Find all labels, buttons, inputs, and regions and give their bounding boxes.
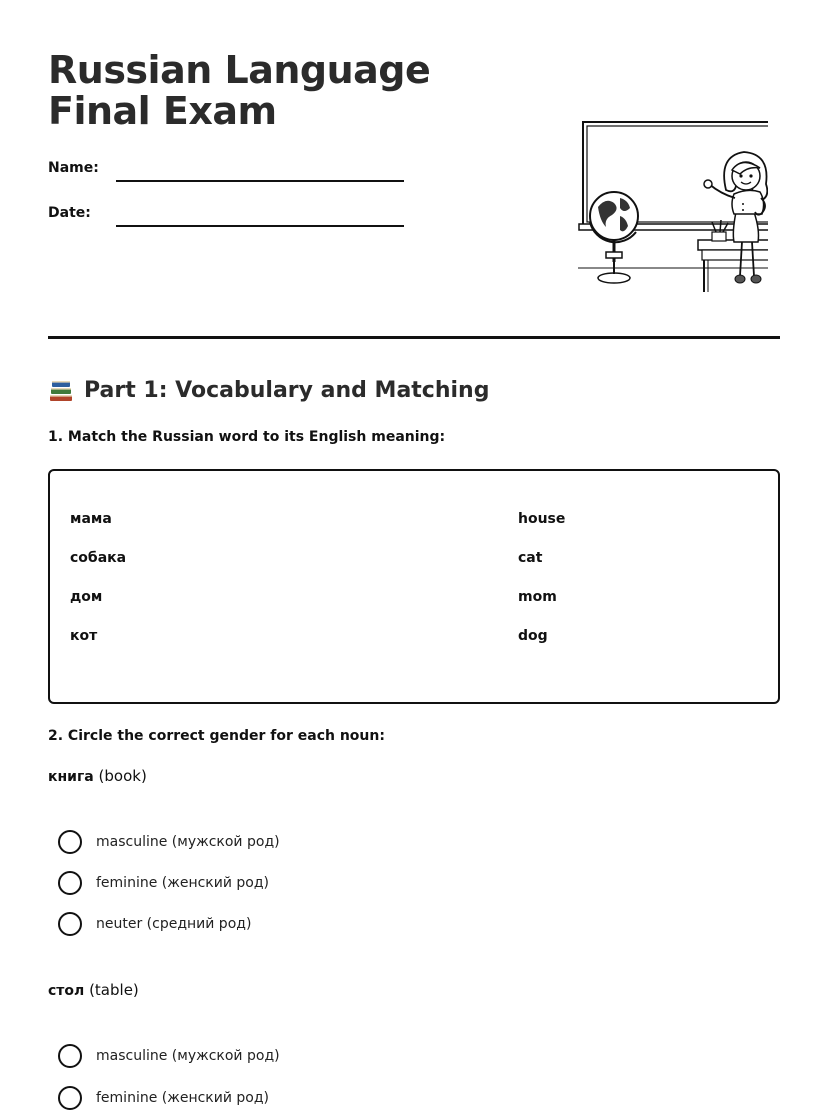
noun-word: стол xyxy=(48,983,85,999)
russian-word[interactable]: мама xyxy=(70,511,112,527)
russian-word[interactable]: кот xyxy=(70,628,98,644)
gender-option-masculine[interactable] xyxy=(58,1043,280,1069)
english-meaning[interactable]: mom xyxy=(518,589,557,605)
name-blank-line[interactable] xyxy=(116,180,404,182)
noun-prompt-stol xyxy=(48,981,139,999)
noun-prompt-kniga xyxy=(48,767,147,785)
part-1-title: Part 1: Vocabulary and Matching xyxy=(84,377,490,403)
radio-circle[interactable] xyxy=(58,1086,82,1110)
section-divider xyxy=(48,336,780,339)
noun-gloss: (book) xyxy=(98,767,147,785)
english-meaning-column xyxy=(518,509,565,665)
question-2-heading: 2. Circle the correct gender for each noun: xyxy=(48,728,385,744)
name-field[interactable] xyxy=(48,160,408,184)
date-label: Date: xyxy=(48,205,91,221)
exam-page xyxy=(48,0,780,1118)
radio-circle[interactable] xyxy=(58,830,82,854)
date-field[interactable] xyxy=(48,205,408,229)
option-label: feminine (женский род) xyxy=(96,1090,270,1106)
teacher-at-blackboard-illustration xyxy=(528,112,768,297)
gender-option-masculine[interactable] xyxy=(58,829,280,855)
page-title: Russian Language Final Exam xyxy=(48,48,431,133)
option-label: masculine (мужской род) xyxy=(96,834,280,850)
english-meaning[interactable]: house xyxy=(518,511,566,527)
radio-circle[interactable] xyxy=(58,912,82,936)
english-meaning[interactable]: dog xyxy=(518,628,548,644)
english-meaning[interactable]: cat xyxy=(518,550,543,566)
option-label: neuter (средний род) xyxy=(96,916,252,932)
option-label: masculine (мужской род) xyxy=(96,1048,280,1064)
noun-word: книга xyxy=(48,769,94,785)
gender-option-feminine[interactable] xyxy=(58,870,269,896)
russian-word[interactable]: дом xyxy=(70,589,103,605)
noun-gloss: (table) xyxy=(89,981,139,999)
part-1-heading xyxy=(48,374,489,406)
gender-option-feminine[interactable] xyxy=(58,1085,269,1111)
russian-word[interactable]: собака xyxy=(70,550,127,566)
gender-option-neuter[interactable] xyxy=(58,911,251,937)
radio-circle[interactable] xyxy=(58,1044,82,1068)
date-blank-line[interactable] xyxy=(116,225,404,227)
option-label: feminine (женский род) xyxy=(96,875,270,891)
matching-box xyxy=(48,469,780,704)
question-1-heading: 1. Match the Russian word to its English meaning: xyxy=(48,429,446,445)
name-label: Name: xyxy=(48,160,99,176)
books-icon xyxy=(48,377,74,403)
globe xyxy=(590,192,638,240)
russian-word-column xyxy=(70,509,126,665)
radio-circle[interactable] xyxy=(58,871,82,895)
